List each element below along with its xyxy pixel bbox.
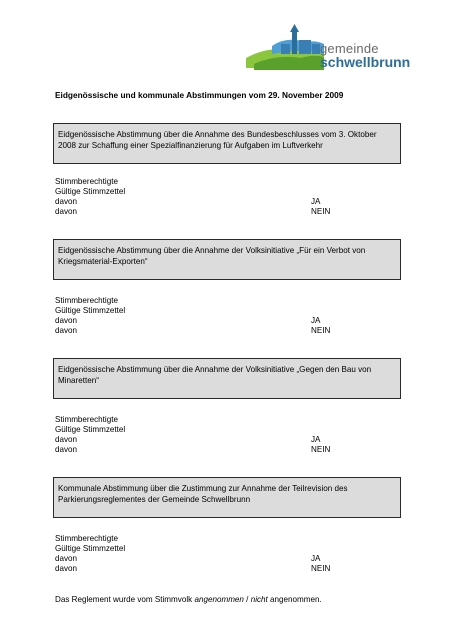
vote-question-text: Eidgenössische Abstimmung über die Annahme der Volksinitiative „Gegen den Bau von Minaretten“ — [58, 365, 372, 385]
label-gueltige: Gültige Stimmzettel — [55, 544, 126, 553]
row-gueltige — [55, 425, 355, 435]
label-davon: davon — [55, 316, 78, 325]
label-gueltige: Gültige Stimmzettel — [55, 425, 126, 434]
label-stimmberechtigte: Stimmberechtigte — [55, 177, 118, 186]
label-ja: JA — [311, 197, 321, 206]
label-davon: davon — [55, 445, 78, 454]
vote-question-text: Eidgenössische Abstimmung über die Annahme der Volksinitiative „Für ein Verbot von Kriegsmaterial-Exporten“ — [58, 246, 366, 266]
row-nein — [55, 326, 355, 336]
row-stimmberechtigte — [55, 534, 355, 544]
label-nein: NEIN — [311, 564, 331, 573]
vote-question-box — [53, 123, 401, 164]
row-ja — [55, 554, 355, 564]
label-davon: davon — [55, 197, 78, 206]
vote-question-text: Kommunale Abstimmung über die Zustimmung zur Annahme der Teilrevision des Parkierungsreglementes der Gemeinde Schwellbrunn — [58, 484, 348, 504]
footer-separator: / — [243, 595, 251, 604]
vote-question-box — [53, 358, 401, 399]
row-nein — [55, 564, 355, 574]
label-davon: davon — [55, 207, 78, 216]
vote-question-text: Eidgenössische Abstimmung über die Annahme des Bundesbeschlusses vom 3. Oktober 2008 zur Schaffung einer Spezialfinanzierung für Aufgaben im Luftverkehr — [58, 130, 377, 150]
row-stimmberechtigte — [55, 296, 355, 306]
document-title: Eidgenössische und kommunale Abstimmungen vom 29. November 2009 — [55, 90, 344, 100]
footer-prefix: Das Reglement wurde vom Stimmvolk — [55, 595, 195, 604]
footer-option-nicht: nicht — [250, 595, 268, 604]
label-davon: davon — [55, 564, 78, 573]
vote-question-box — [53, 239, 401, 280]
row-gueltige — [55, 187, 355, 197]
vote-results — [55, 534, 355, 574]
vote-results — [55, 177, 355, 217]
logo-text-schwellbrunn: schwellbrunn — [320, 54, 411, 70]
vote-results — [55, 415, 355, 455]
row-nein — [55, 207, 355, 217]
reglement-result-statement — [55, 595, 322, 604]
logo-text-gemeinde: gemeinde — [320, 41, 379, 56]
vote-results — [55, 296, 355, 336]
label-stimmberechtigte: Stimmberechtigte — [55, 296, 118, 305]
label-davon: davon — [55, 554, 78, 563]
label-stimmberechtigte: Stimmberechtigte — [55, 534, 118, 543]
row-ja — [55, 316, 355, 326]
row-gueltige — [55, 306, 355, 316]
label-nein: NEIN — [311, 326, 331, 335]
row-nein — [55, 445, 355, 455]
vote-question-box — [53, 477, 401, 518]
footer-suffix: angenommen. — [267, 595, 322, 604]
label-ja: JA — [311, 435, 321, 444]
row-ja — [55, 197, 355, 207]
label-stimmberechtigte: Stimmberechtigte — [55, 415, 118, 424]
row-gueltige — [55, 544, 355, 554]
label-nein: NEIN — [311, 207, 331, 216]
label-gueltige: Gültige Stimmzettel — [55, 187, 126, 196]
label-gueltige: Gültige Stimmzettel — [55, 306, 126, 315]
label-ja: JA — [311, 554, 321, 563]
row-stimmberechtigte — [55, 415, 355, 425]
label-davon: davon — [55, 326, 78, 335]
label-ja: JA — [311, 316, 321, 325]
label-nein: NEIN — [311, 445, 331, 454]
label-davon: davon — [55, 435, 78, 444]
row-stimmberechtigte — [55, 177, 355, 187]
footer-option-angenommen: angenommen — [194, 595, 244, 604]
row-ja — [55, 435, 355, 445]
